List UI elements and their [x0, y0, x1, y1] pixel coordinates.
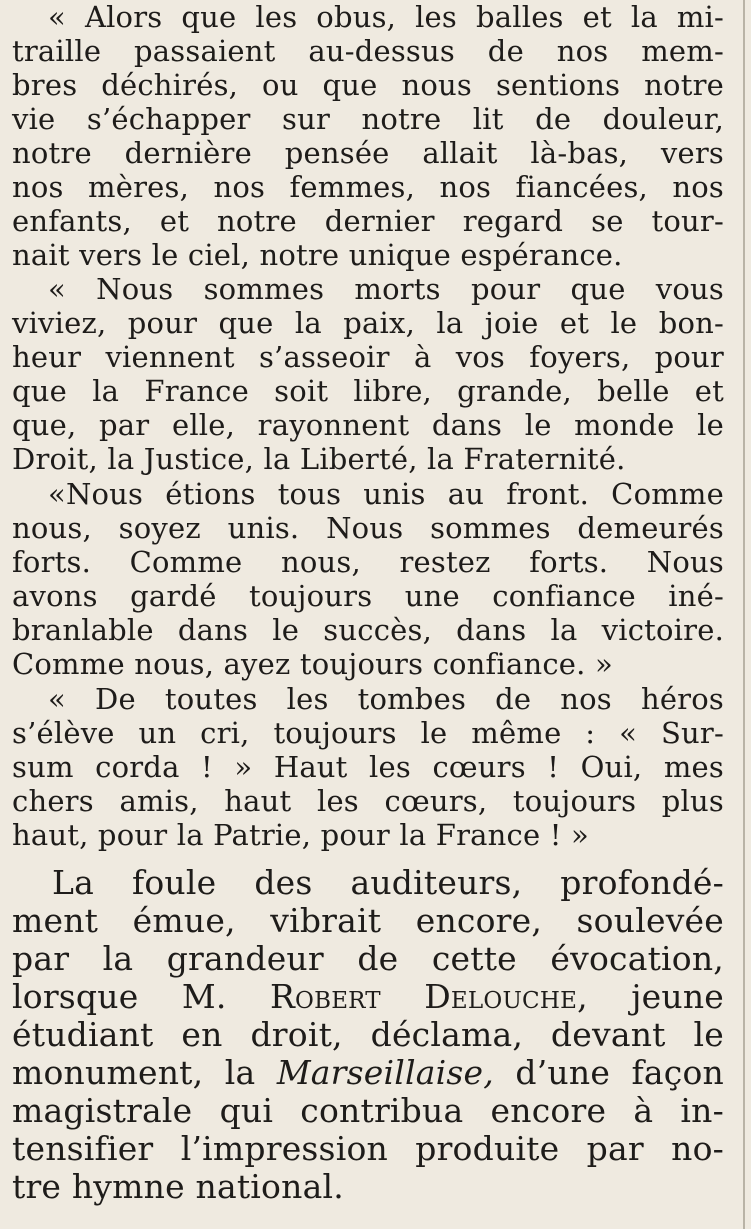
text-line: « Alors que les obus, les balles et la mi-: [48, 0, 724, 34]
text-line: nait vers le ciel, notre unique espérance.: [12, 238, 623, 272]
text-segment: , jeune: [577, 977, 724, 1016]
text-segment: monument, la: [12, 1053, 277, 1092]
text-line: branlable dans le succès, dans la victoire.: [12, 613, 724, 647]
text-line: s’élève un cri, toujours le même : « Sur-: [12, 716, 724, 750]
text-line: ment émue, vibrait encore, soulevée: [12, 901, 724, 940]
text-line: Droit, la Justice, la Liberté, la Fraternité.: [12, 442, 626, 476]
text-line: que, par elle, rayonnent dans le monde le: [12, 408, 724, 442]
song-title: Marseillaise,: [276, 1053, 494, 1092]
text-line: vie s’échapper sur notre lit de douleur,: [12, 102, 724, 136]
text-line: « Nous sommes morts pour que vous: [48, 272, 724, 306]
text-line: magistrale qui contribua encore à in-: [12, 1091, 724, 1130]
text-line: enfants, et notre dernier regard se tour-: [12, 204, 724, 238]
text-line: tensifier l’impression produite par no-: [12, 1129, 724, 1168]
text-line: «Nous étions tous unis au front. Comme: [48, 477, 724, 511]
text-line: Comme nous, ayez toujours confiance. »: [12, 647, 613, 681]
text-line: avons gardé toujours une confiance iné-: [12, 579, 724, 613]
text-line: [12, 978, 724, 1016]
text-line: La foule des auditeurs, profondé-: [52, 863, 724, 902]
text-line: chers amis, haut les cœurs, toujours plus: [12, 784, 724, 818]
text-line: heur viennent s’asseoir à vos foyers, pour: [12, 340, 724, 374]
text-line: haut, pour la Patrie, pour la France ! »: [12, 818, 589, 852]
text-line: sum corda ! » Haut les cœurs ! Oui, mes: [12, 750, 724, 784]
text-line: par la grandeur de cette évocation,: [12, 939, 724, 978]
text-line: « De toutes les tombes de nos héros: [48, 682, 724, 716]
text-line: étudiant en droit, déclama, devant le: [12, 1015, 724, 1054]
text-line: tre hymne national.: [12, 1167, 344, 1206]
text-line: bres déchirés, ou que nous sentions notre: [12, 68, 724, 102]
text-line: nous, soyez unis. Nous sommes demeurés: [12, 511, 724, 545]
column-rule: [743, 0, 745, 1229]
text-line: traille passaient au-dessus de nos mem-: [12, 34, 724, 68]
text-segment: d’une façon: [493, 1053, 724, 1092]
text-line: [12, 1054, 724, 1092]
person-name: Robert Delouche: [269, 977, 578, 1016]
text-line: forts. Comme nous, restez forts. Nous: [12, 545, 724, 579]
text-line: viviez, pour que la paix, la joie et le bon-: [12, 306, 724, 340]
text-line: que la France soit libre, grande, belle et: [12, 374, 724, 408]
text-segment: lorsque M.: [12, 977, 270, 1016]
text-line: nos mères, nos femmes, nos fiancées, nos: [12, 170, 724, 204]
text-line: notre dernière pensée allait là-bas, vers: [12, 136, 724, 170]
